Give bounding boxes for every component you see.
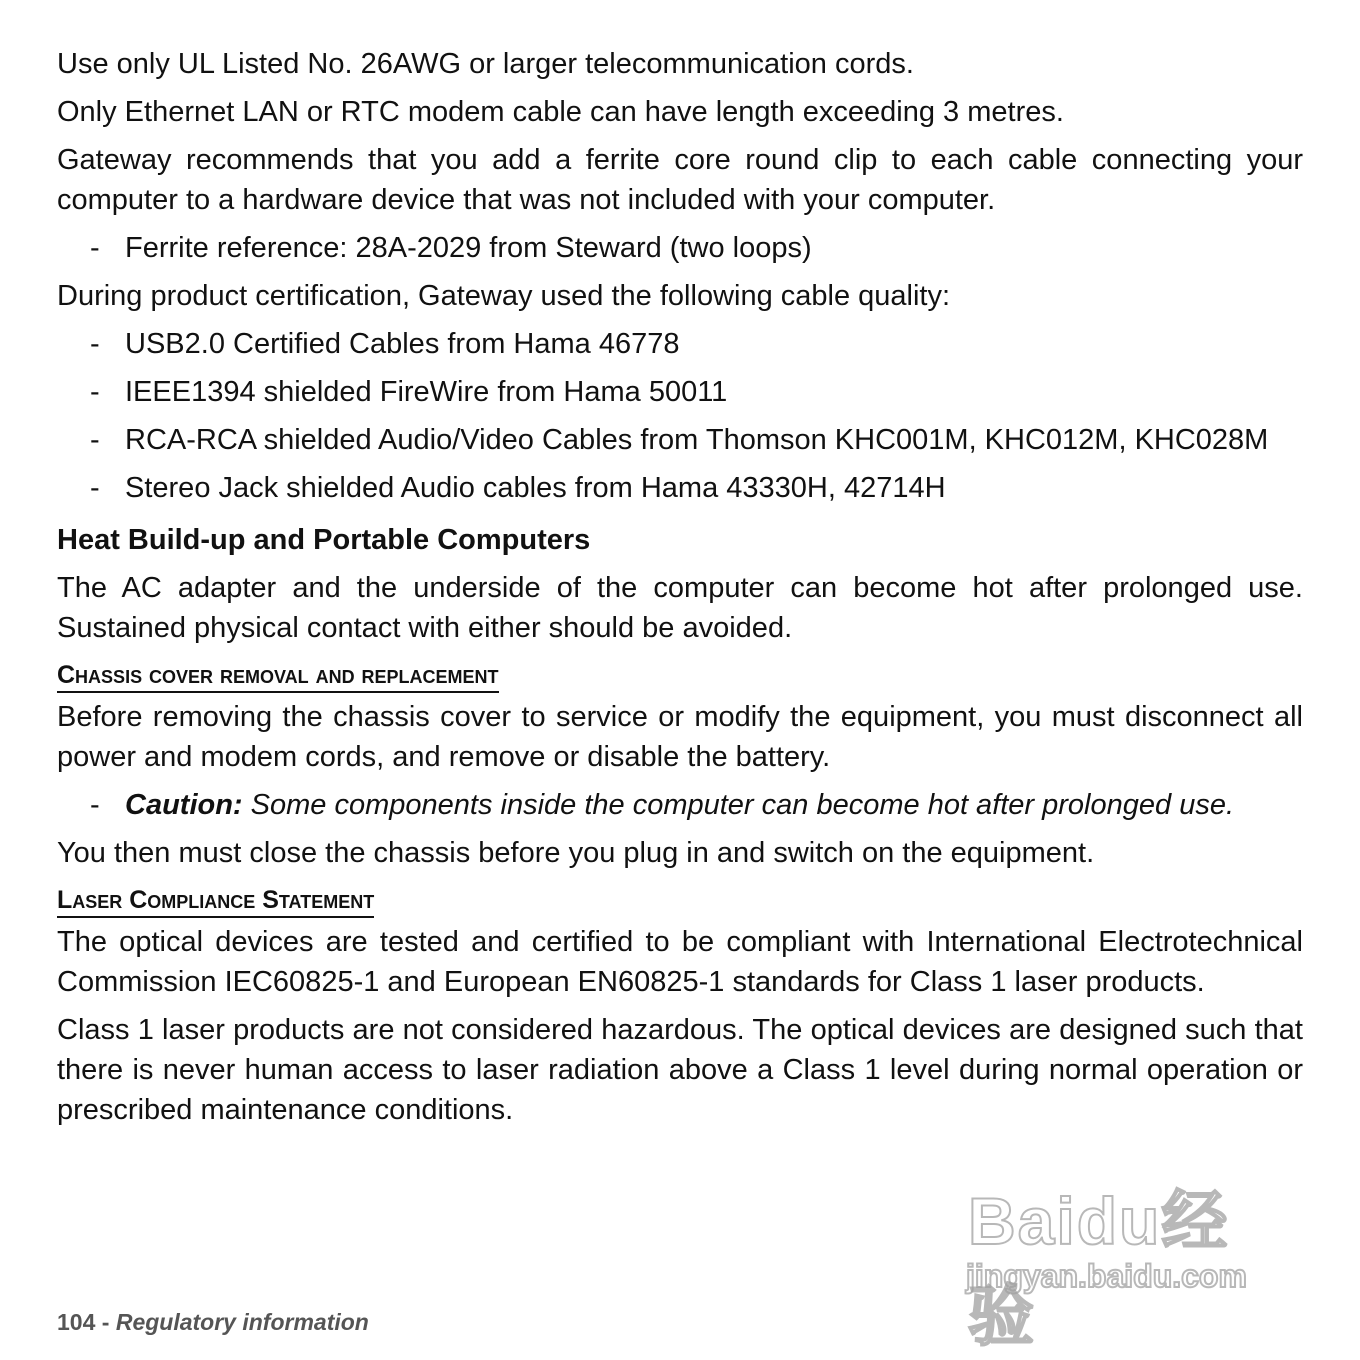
footer-section: Regulatory information bbox=[115, 1309, 369, 1335]
heat-text: The AC adapter and the underside of the computer can become hot after prolonged use. Sustained physical contact with either should be avoided. bbox=[57, 572, 1303, 644]
watermark-url: jingyan.baidu.com bbox=[966, 1258, 1247, 1294]
list-item-cable bbox=[57, 324, 1303, 364]
chassis-heading-wrap bbox=[57, 660, 1303, 693]
list-item-cable bbox=[57, 420, 1303, 460]
list-item-caution bbox=[57, 785, 1303, 825]
bullet-dash: - bbox=[90, 328, 100, 360]
heat-heading: Heat Build-up and Portable Computers bbox=[57, 524, 591, 556]
caution-text: Some components inside the computer can become hot after prolonged use. bbox=[242, 789, 1235, 821]
ferrite-recommendation-text: Gateway recommends that you add a ferrite core round clip to each cable connecting your computer to a hardware device that was not included with your computer. bbox=[57, 144, 1303, 216]
cord-requirement-text: Use only UL Listed No. 26AWG or larger telecommunication cords. bbox=[57, 48, 914, 80]
laser-heading: Laser Compliance Statement bbox=[57, 885, 374, 918]
document-page bbox=[57, 44, 1303, 1130]
bullet-dash: - bbox=[90, 472, 100, 504]
bullet-dash: - bbox=[90, 232, 100, 264]
bullet-dash: - bbox=[90, 424, 100, 456]
list-item-ferrite bbox=[57, 228, 1303, 268]
chassis-heading: Chassis cover removal and replacement bbox=[57, 660, 499, 693]
list-item-text: RCA-RCA shielded Audio/Video Cables from Thomson KHC001M, KHC012M, KHC028M bbox=[125, 424, 1269, 456]
baidu-watermark bbox=[960, 1150, 1290, 1353]
certification-intro-text: During product certification, Gateway used the following cable quality: bbox=[57, 280, 951, 312]
laser-text-1: The optical devices are tested and certified to be compliant with International Electrotechnical Commission IEC60825-1 and European EN60825-1 standards for Class 1 laser products. bbox=[57, 926, 1303, 998]
list-item-text: IEEE1394 shielded FireWire from Hama 50011 bbox=[125, 376, 728, 408]
list-item-cable bbox=[57, 468, 1303, 508]
chassis-close-text: You then must close the chassis before you plug in and switch on the equipment. bbox=[57, 837, 1095, 869]
caution-label: Caution: bbox=[125, 789, 243, 821]
watermark-brand: Baidu经验 bbox=[968, 1184, 1230, 1353]
page-footer bbox=[57, 1308, 369, 1336]
list-item-cable bbox=[57, 372, 1303, 412]
list-item-text: USB2.0 Certified Cables from Hama 46778 bbox=[125, 328, 680, 360]
cable-length-text: Only Ethernet LAN or RTC modem cable can have length exceeding 3 metres. bbox=[57, 96, 1064, 128]
chassis-text: Before removing the chassis cover to service or modify the equipment, you must disconnect all power and modem cords, and remove or disable the battery. bbox=[57, 701, 1303, 773]
bullet-dash: - bbox=[90, 789, 100, 821]
list-item-text: Ferrite reference: 28A-2029 from Steward (two loops) bbox=[125, 232, 812, 264]
page-number: 104 bbox=[57, 1309, 96, 1335]
bullet-dash: - bbox=[90, 376, 100, 408]
laser-text-2: Class 1 laser products are not considered hazardous. The optical devices are designed such that there is never human access to laser radiation above a Class 1 level during normal operation or prescribed maintenance conditions. bbox=[57, 1014, 1303, 1126]
footer-separator: - bbox=[95, 1309, 116, 1335]
laser-heading-wrap bbox=[57, 885, 1303, 918]
list-item-text: Stereo Jack shielded Audio cables from Hama 43330H, 42714H bbox=[125, 472, 946, 504]
